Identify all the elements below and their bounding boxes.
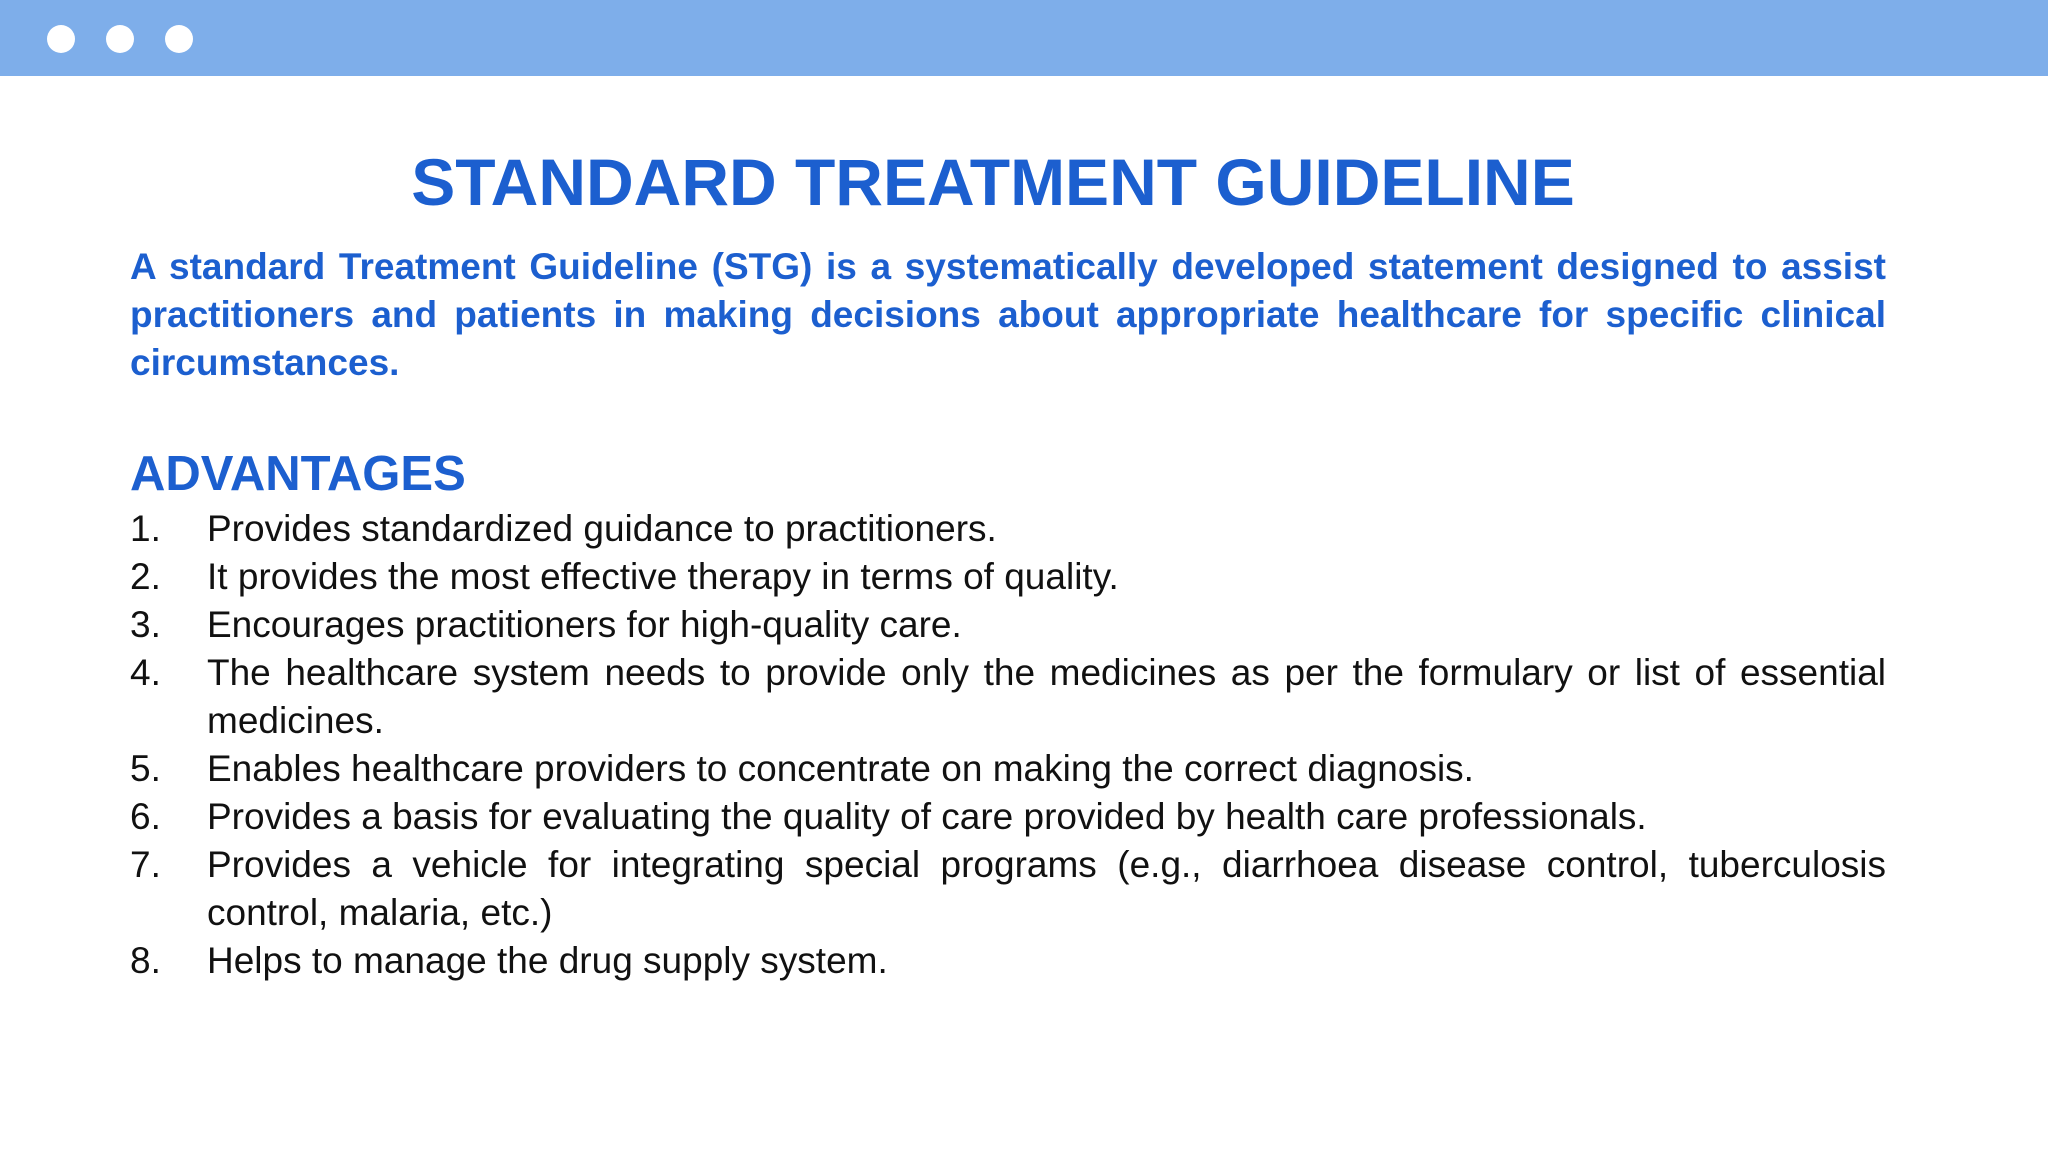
list-item-number: 8. bbox=[130, 940, 161, 981]
list-item-number: 7. bbox=[130, 844, 161, 885]
list-item-number: 6. bbox=[130, 796, 161, 837]
list-item bbox=[130, 745, 1886, 793]
list-item-text: Encourages practitioners for high-quality care. bbox=[207, 604, 962, 645]
advantages-list bbox=[130, 505, 1886, 985]
window-dot-icon bbox=[47, 25, 75, 53]
list-item-number: 4. bbox=[130, 652, 161, 693]
list-item-text: Enables healthcare providers to concentrate on making the correct diagnosis. bbox=[207, 748, 1474, 789]
window-dot-icon bbox=[106, 25, 134, 53]
list-item-text: Provides a basis for evaluating the quality of care provided by health care professionals. bbox=[207, 796, 1647, 837]
list-item bbox=[130, 937, 1886, 985]
list-item bbox=[130, 601, 1886, 649]
list-item-text: The healthcare system needs to provide only the medicines as per the formulary or list of essential medicines. bbox=[207, 652, 1886, 741]
window-top-bar bbox=[0, 0, 2048, 76]
list-item bbox=[130, 553, 1886, 601]
list-item-number: 5. bbox=[130, 748, 161, 789]
list-item-number: 1. bbox=[130, 508, 161, 549]
window-dot-icon bbox=[165, 25, 193, 53]
list-item bbox=[130, 793, 1886, 841]
advantages-heading: ADVANTAGES bbox=[130, 447, 466, 501]
intro-paragraph: A standard Treatment Guideline (STG) is a systematically developed statement designed to assist practitioners and patients in making decisions about appropriate healthcare for specific clinical circumstances. bbox=[130, 246, 1886, 383]
list-item-number: 2. bbox=[130, 556, 161, 597]
list-item-text: Helps to manage the drug supply system. bbox=[207, 940, 888, 981]
list-item bbox=[130, 649, 1886, 745]
list-item-text: It provides the most effective therapy in terms of quality. bbox=[207, 556, 1119, 597]
list-item-text: Provides a vehicle for integrating special programs (e.g., diarrhoea disease control, tuberculosis control, malaria, etc.) bbox=[207, 844, 1886, 933]
page-title: STANDARD TREATMENT GUIDELINE bbox=[411, 145, 1575, 219]
list-item bbox=[130, 505, 1886, 553]
list-item-text: Provides standardized guidance to practitioners. bbox=[207, 508, 997, 549]
list-item-number: 3. bbox=[130, 604, 161, 645]
list-item bbox=[130, 841, 1886, 937]
